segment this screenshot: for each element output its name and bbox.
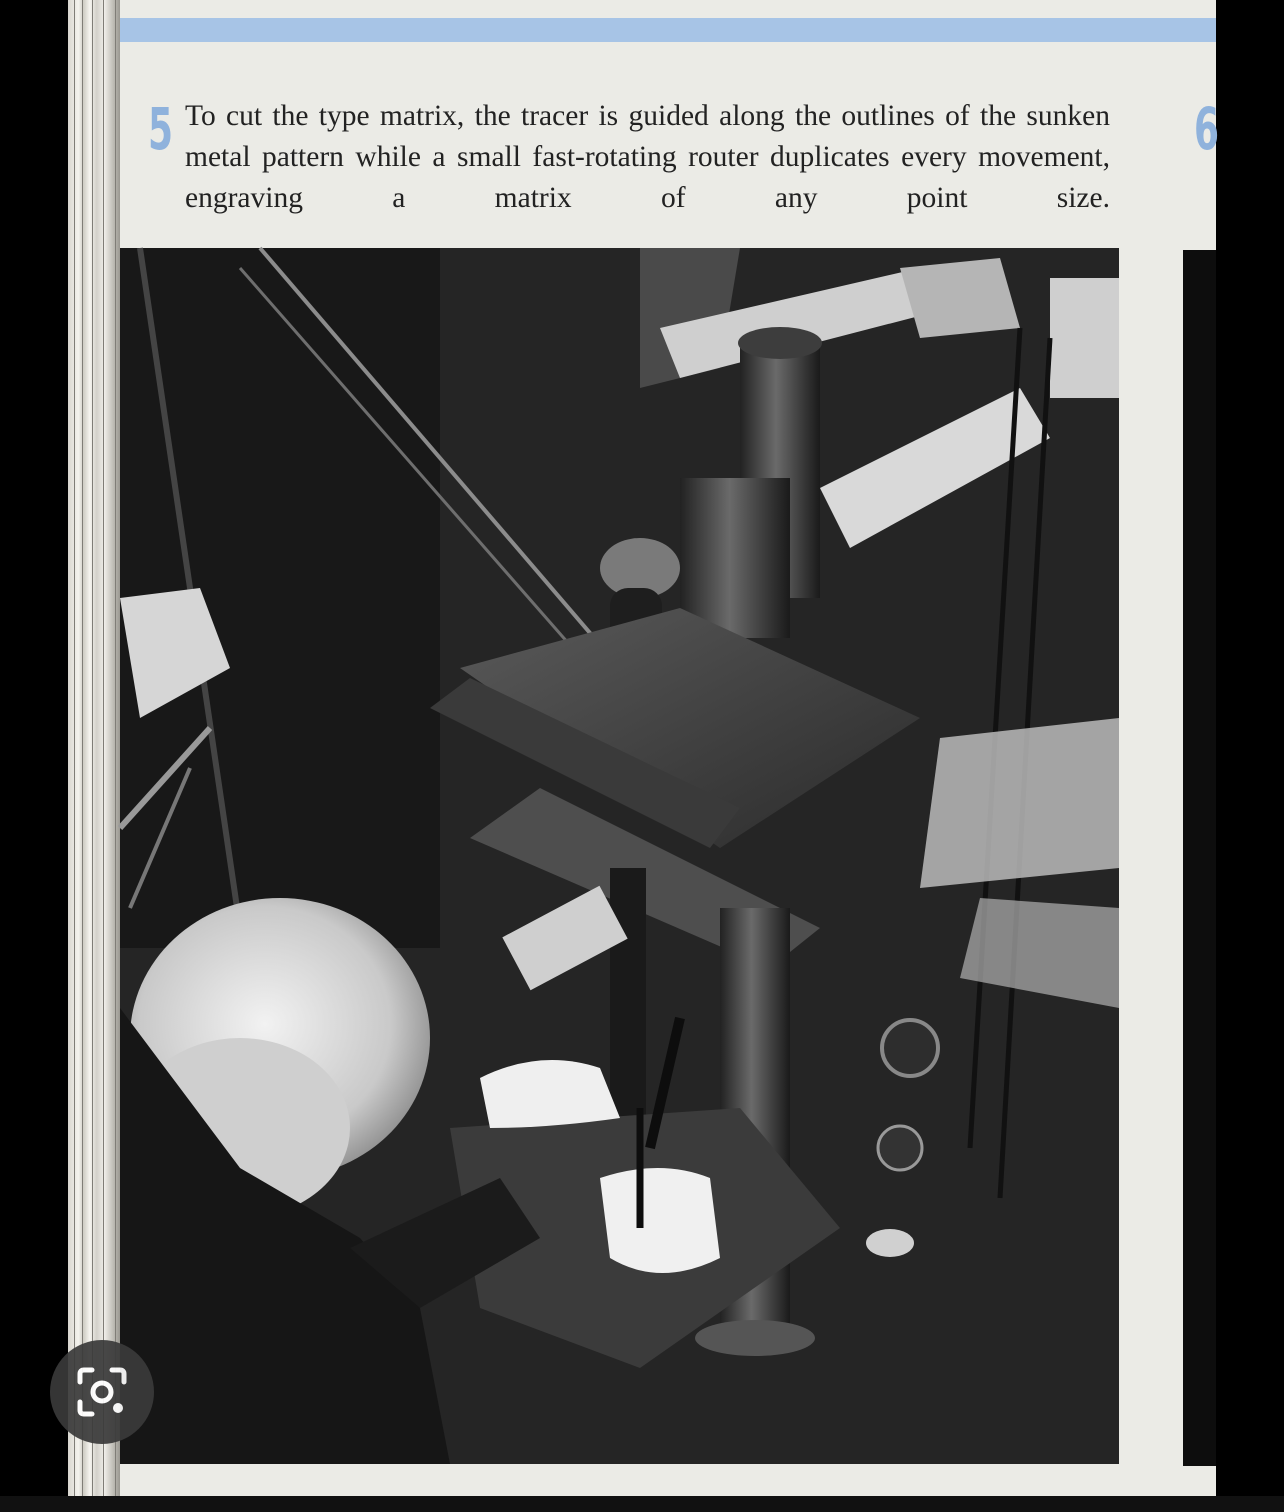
visual-search-button[interactable] (50, 1340, 154, 1444)
step-number: 5 (148, 95, 174, 163)
blue-header-band (120, 18, 1216, 42)
page-edge-line (103, 0, 104, 1496)
next-step-number: 6 (1194, 95, 1220, 163)
book-spine (68, 0, 120, 1496)
page-edge-line (74, 0, 75, 1496)
visual-search-icon (76, 1366, 128, 1418)
photo-illustration (120, 248, 1119, 1464)
book-page (68, 0, 1220, 1496)
page-edge-line (82, 0, 83, 1496)
page-edge-line (92, 0, 93, 1496)
page-edge-line (115, 0, 116, 1496)
next-photo-edge (1183, 250, 1216, 1466)
screen-bottom-bar (0, 1496, 1284, 1512)
photo-caption: To cut the type matrix, the tracer is guided along the outlines of the sunken metal pattern while a small fast-rotating router duplicates every movement, engraving a matrix of any point size. (185, 100, 1110, 214)
engraving-machine-photo (120, 248, 1119, 1464)
